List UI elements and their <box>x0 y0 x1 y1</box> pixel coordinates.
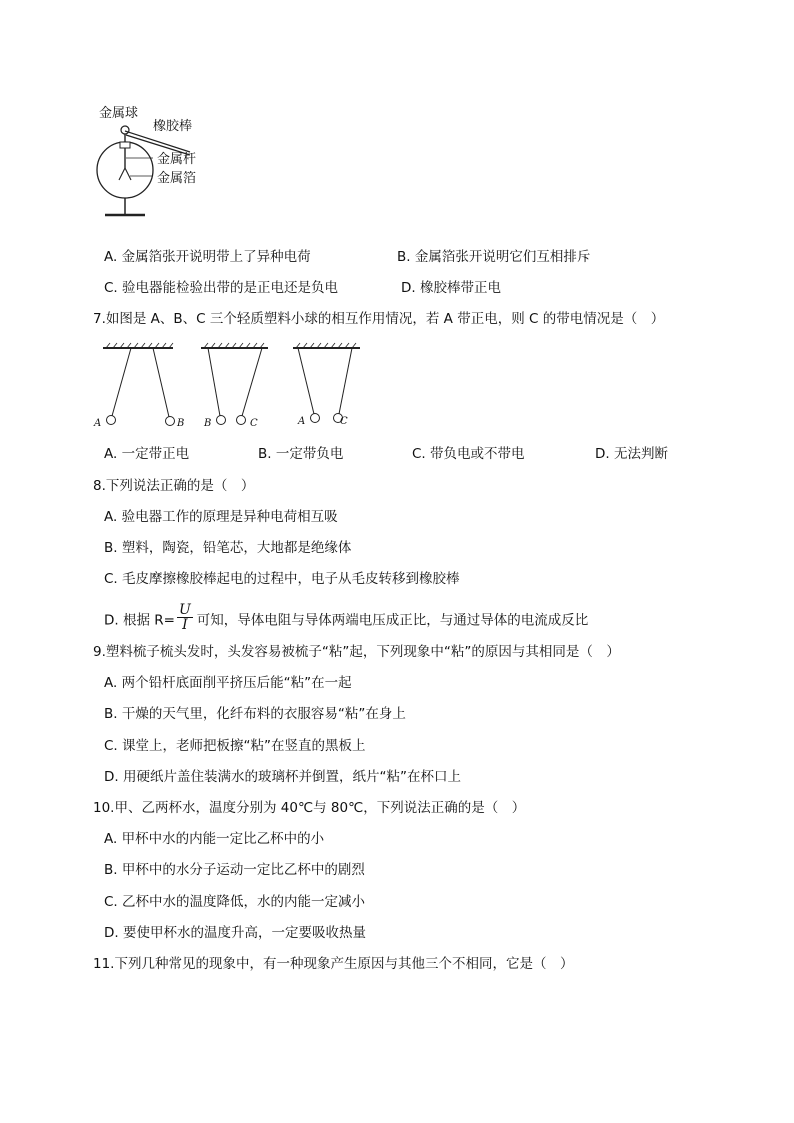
q7-stem: 7.如图是 A、B、C 三个轻质塑料小球的相互作用情况，若 A 带正电，则 C 的带电情况是（ ） <box>93 311 665 327</box>
q10-option-d: D. 要使甲杯水的温度升高，一定要吸收热量 <box>104 925 366 941</box>
q10-stem: 10.甲、乙两杯水，温度分别为 40℃与 80℃，下列说法正确的是（ ） <box>93 800 526 816</box>
q8-option-b: B. 塑料，陶瓷，铅笔芯，大地都是绝缘体 <box>104 540 352 556</box>
q10-option-b: B. 甲杯中的水分子运动一定比乙杯中的剧烈 <box>104 862 365 878</box>
label-metal-foil: 金属箔 <box>157 171 197 186</box>
q7-figure-1 <box>100 340 180 430</box>
q6-option-d: D. 橡胶棒带正电 <box>401 280 501 296</box>
q9-option-a: A. 两个铅杆底面削平挤压后能“粘”在一起 <box>104 675 352 691</box>
q7-figure-2 <box>198 340 278 430</box>
fraction-denominator: I <box>182 617 188 633</box>
q7-fig2-left-tag: B <box>204 418 212 429</box>
q10-option-c: C. 乙杯中水的温度降低，水的内能一定减小 <box>104 894 366 910</box>
q10-option-a: A. 甲杯中水的内能一定比乙杯中的小 <box>104 831 325 847</box>
q7-option-b: B. 一定带负电 <box>258 446 344 462</box>
q11-stem: 11.下列几种常见的现象中，有一种现象产生原因与其他三个不相同，它是（ ） <box>93 956 574 972</box>
label-rubber-rod: 橡胶棒 <box>153 119 193 134</box>
label-metal-stem: 金属杆 <box>157 152 197 167</box>
ohm-law-fraction <box>177 603 193 632</box>
q7-fig1-left-tag: A <box>94 418 102 429</box>
q6-option-c: C. 验电器能检验出带的是正电还是负电 <box>104 280 339 296</box>
q9-option-c: C. 课堂上，老师把板擦“粘”在竖直的黑板上 <box>104 738 366 754</box>
q7-option-d: D. 无法判断 <box>595 446 668 462</box>
label-metal-ball: 金属球 <box>99 106 139 121</box>
q8-option-d-prefix: D. 根据 R= <box>104 612 175 629</box>
q8-option-a: A. 验电器工作的原理是异种电荷相互吸 <box>104 509 338 525</box>
q8-option-d-suffix: 可知，导体电阻与导体两端电压成正比，与通过导体的电流成反比 <box>196 612 589 629</box>
q6-option-a: A. 金属箔张开说明带上了异种电荷 <box>104 249 311 265</box>
q7-fig2-right-tag: C <box>250 418 258 429</box>
q8-stem: 8.下列说法正确的是（ ） <box>93 478 255 494</box>
fraction-numerator: U <box>178 602 191 618</box>
q6-option-b: B. 金属箔张开说明它们互相排斥 <box>397 249 591 265</box>
q7-fig1-right-tag: B <box>177 418 185 429</box>
q8-option-c: C. 毛皮摩擦橡胶棒起电的过程中，电子从毛皮转移到橡胶棒 <box>104 571 460 587</box>
q7-option-a: A. 一定带正电 <box>104 446 190 462</box>
q7-option-c: C. 带负电或不带电 <box>412 446 525 462</box>
q9-stem: 9.塑料梳子梳头发时，头发容易被梳子“粘”起，下列现象中“粘”的原因与其相同是（ ） <box>93 644 620 660</box>
q9-option-d: D. 用硬纸片盖住装满水的玻璃杯并倒置，纸片“粘”在杯口上 <box>104 769 461 785</box>
q9-option-b: B. 干燥的天气里，化纤布料的衣服容易“粘”在身上 <box>104 706 406 722</box>
q8-option-d <box>104 602 589 635</box>
q7-fig3-left-tag: A <box>298 416 306 427</box>
q7-fig3-right-tag: C <box>340 416 348 427</box>
